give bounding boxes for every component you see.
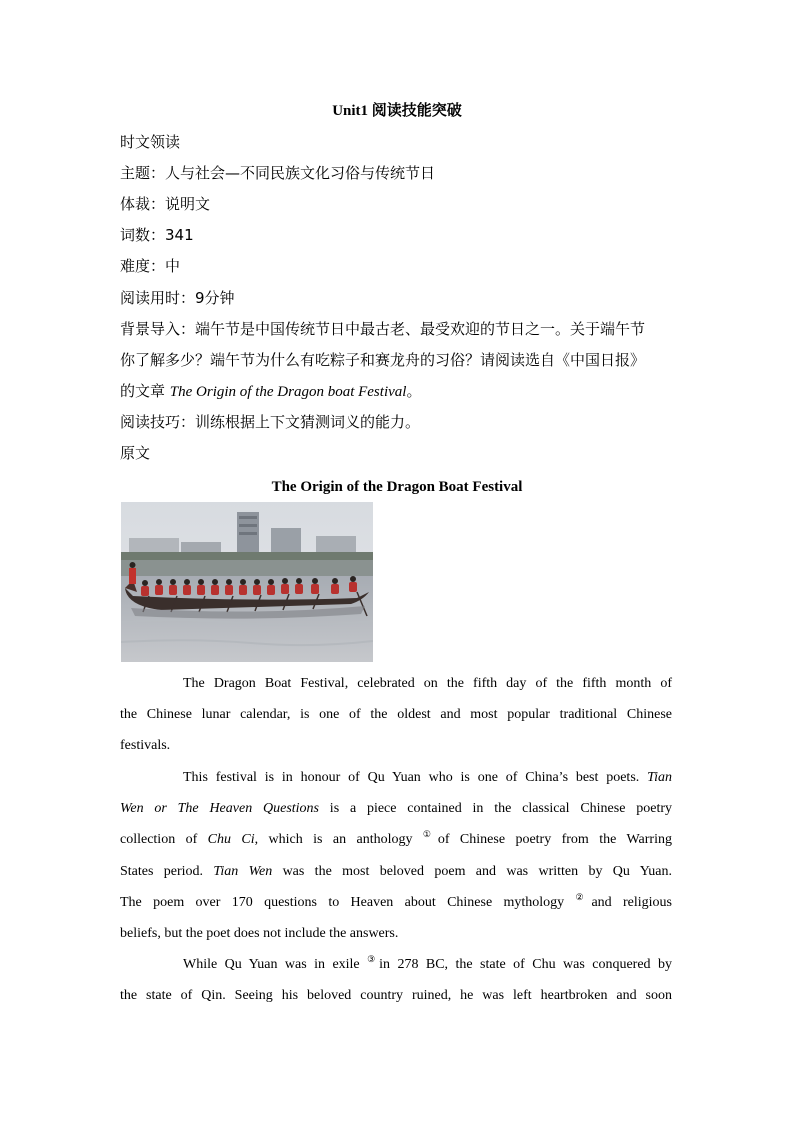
- text: and religious: [591, 894, 672, 910]
- paragraph-line: beliefs, but the poet does not include the answers.: [120, 925, 399, 941]
- paragraph-3: [120, 949, 672, 1011]
- footnote-marker: ①: [422, 829, 438, 840]
- skill-line: 阅读技巧：训练根据上下文猜测词义的能力。: [120, 413, 421, 431]
- paragraph-line: [120, 887, 672, 918]
- text: The poem over 170 questions to Heaven about Chinese mythology: [120, 894, 576, 910]
- intro-text: 的文章: [120, 382, 170, 400]
- footnote-marker: ②: [575, 891, 592, 902]
- paragraph-line: festivals.: [120, 738, 171, 754]
- text: This festival is in honour of Qu Yuan who is one of China’s best poets.: [183, 770, 648, 785]
- text: States period.: [120, 863, 214, 879]
- reading-time-line: 阅读用时：9分钟: [120, 289, 235, 307]
- article-title: The Origin of the Dragon Boat Festival: [271, 479, 523, 495]
- difficulty-line: 难度：中: [120, 257, 181, 275]
- original-label: 原文: [120, 444, 151, 462]
- paragraph-1: [120, 668, 672, 762]
- paragraph-line: The Dragon Boat Festival, celebrated on the fifth day of the fifth month of: [183, 676, 672, 691]
- paragraph-line: [120, 824, 672, 855]
- italic-title: Tian Wen: [213, 863, 273, 879]
- footnote-marker: ③: [367, 954, 380, 964]
- dragon-boat-photo: [121, 502, 373, 662]
- text: of Chinese poetry from the Warring: [437, 832, 672, 848]
- paragraph-2: [120, 762, 672, 949]
- intro-line-2: 你了解多少？端午节为什么有吃粽子和赛龙舟的习俗？请阅读选自《中国日报》: [120, 351, 646, 369]
- text: collection of: [120, 832, 208, 848]
- section-label: 时文领读: [120, 133, 181, 151]
- paragraph-line: [120, 856, 672, 887]
- intro-line-3: [120, 376, 680, 408]
- italic-title: Tian: [647, 770, 672, 785]
- intro-line-1: 背景导入：端午节是中国传统节日中最古老、最受欢迎的节日之一。关于端午节: [120, 320, 646, 338]
- text: was the most beloved poem and was written by Qu Yuan.: [272, 863, 672, 879]
- paragraph-line: [120, 949, 672, 980]
- paragraph-line: the Chinese lunar calendar, is one of the oldest and most popular traditional Chinese: [120, 707, 672, 723]
- paragraph-line: the state of Qin. Seeing his beloved country ruined, he was left heartbroken and soon: [120, 988, 672, 1004]
- page-title: Unit1 阅读技能突破: [332, 103, 462, 119]
- word-count-line: 词数：341: [120, 226, 194, 244]
- paragraph-line: [120, 793, 672, 824]
- intro-article-title: The Origin of the Dragon boat Festival: [169, 384, 407, 400]
- genre-line: 体裁：说明文: [120, 195, 211, 213]
- intro-end: 。: [406, 382, 422, 400]
- italic-title: Chu Ci: [207, 832, 255, 848]
- text: , which is an anthology: [254, 832, 423, 848]
- text: While Qu Yuan was in exile: [183, 957, 368, 972]
- paragraph-line: [120, 762, 672, 793]
- text: in 278 BC, the state of Chu was conquered by: [379, 957, 672, 972]
- italic-title: Wen or The Heaven Questions: [120, 801, 319, 817]
- text: is a piece contained in the classical Chinese poetry: [319, 801, 672, 817]
- theme-line: 主题：人与社会—不同民族文化习俗与传统节日: [120, 164, 436, 182]
